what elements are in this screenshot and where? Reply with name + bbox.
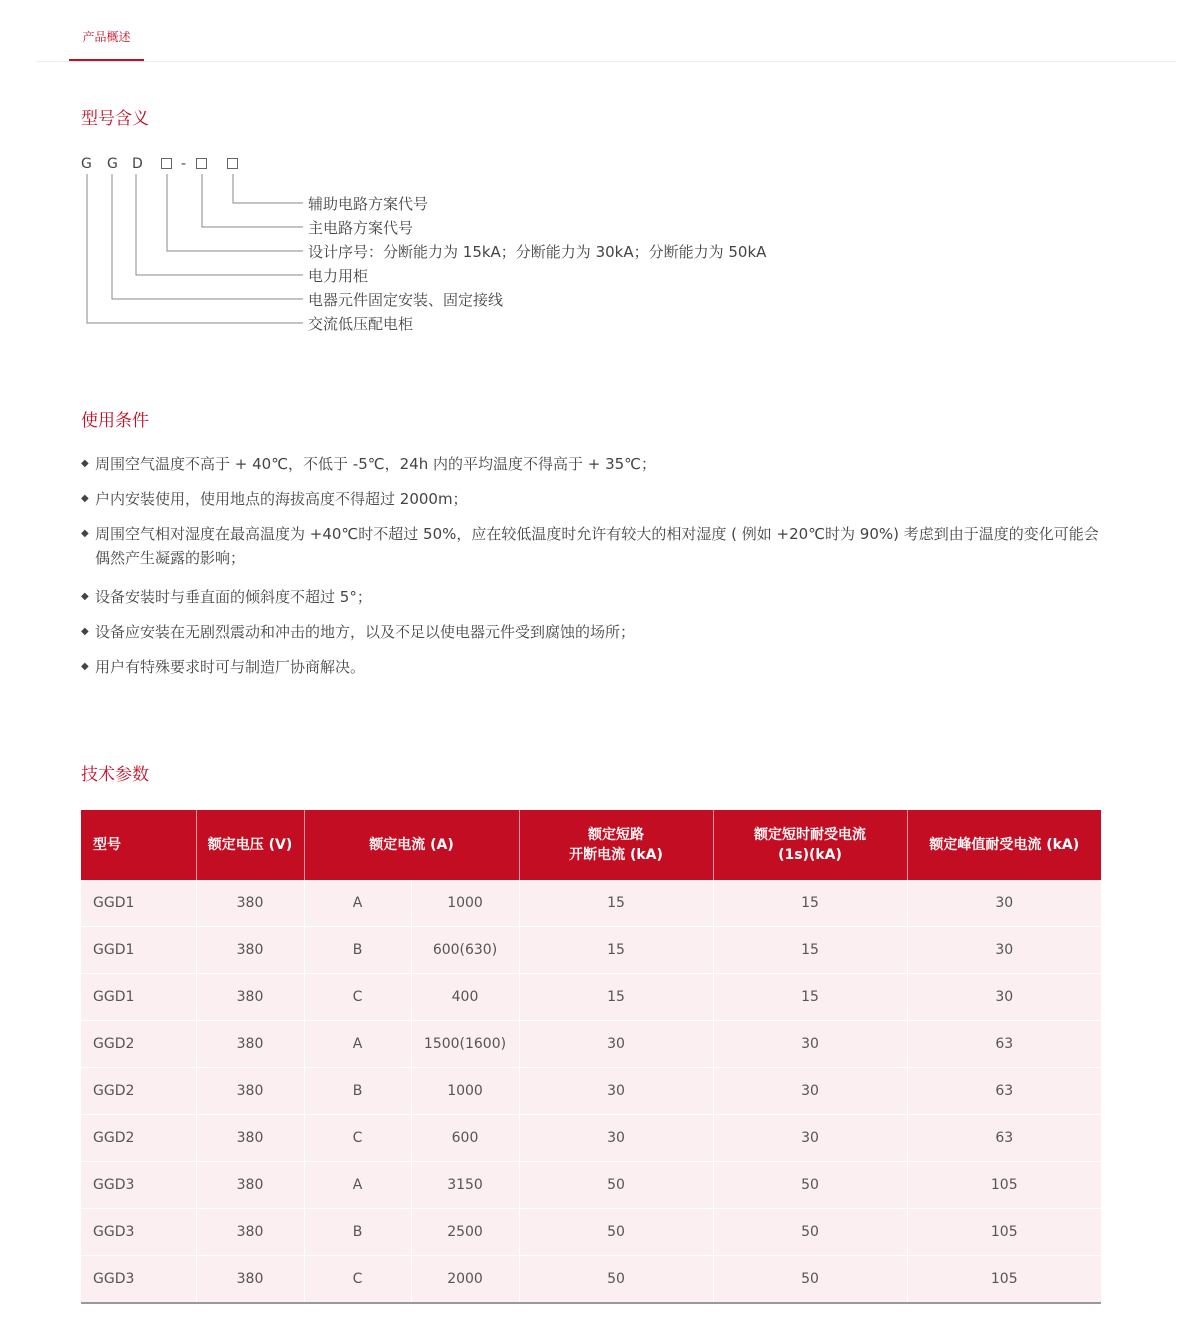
model-meaning-title: 型号含义 xyxy=(81,109,149,129)
table-row xyxy=(81,1068,1101,1115)
cell-short-time: 30 xyxy=(713,1068,907,1115)
cell-short-time: 50 xyxy=(713,1209,907,1256)
cell-breaking: 15 xyxy=(519,880,713,927)
cell-model: GGD2 xyxy=(81,1068,196,1115)
legend-main-circuit: 主电路方案代号 xyxy=(308,219,414,237)
cell-voltage: 380 xyxy=(196,974,304,1021)
condition-text: 周围空气相对湿度在最高温度为 +40℃时不超过 50%，应在较低温度时允许有较大的相对湿度 ( 例如 +20℃时为 90%) 考虑到由于温度的变化可能会偶然产生凝露的影响； xyxy=(95,525,1099,567)
header-short-line2: (1s)(kA) xyxy=(778,847,842,863)
cell-voltage: 380 xyxy=(196,1021,304,1068)
cell-breaking: 15 xyxy=(519,927,713,974)
table-row xyxy=(81,1209,1101,1256)
cell-peak: 105 xyxy=(907,1256,1101,1304)
model-code-diagram xyxy=(0,0,1177,340)
connector-line-design xyxy=(167,174,303,251)
code-box-aux xyxy=(227,158,238,169)
cell-voltage: 380 xyxy=(196,1162,304,1209)
cell-current-grade: A xyxy=(304,1162,411,1209)
condition-text: 用户有特殊要求时可与制造厂协商解决。 xyxy=(95,658,366,676)
cell-peak: 105 xyxy=(907,1209,1101,1256)
cell-voltage: 380 xyxy=(196,927,304,974)
header-breaking-line2: 开断电流 (kA) xyxy=(569,847,663,863)
condition-item xyxy=(81,655,1111,679)
cell-short-time: 50 xyxy=(713,1256,907,1304)
header-rated-current: 额定电流 (A) xyxy=(304,810,519,880)
header-breaking-current xyxy=(519,810,713,880)
table-row xyxy=(81,927,1101,974)
table-row xyxy=(81,1162,1101,1209)
cell-voltage: 380 xyxy=(196,1115,304,1162)
tab-product-overview[interactable]: 产品概述 xyxy=(69,28,144,61)
cell-short-time: 15 xyxy=(713,880,907,927)
cell-breaking: 50 xyxy=(519,1256,713,1304)
legend-power-cabinet: 电力用柜 xyxy=(308,267,369,285)
cell-current: 3150 xyxy=(411,1162,519,1209)
diamond-bullet-icon: ◆ xyxy=(81,626,89,637)
cell-current-grade: C xyxy=(304,974,411,1021)
table-row xyxy=(81,880,1101,927)
cell-current: 1000 xyxy=(411,880,519,927)
cell-voltage: 380 xyxy=(196,1068,304,1115)
cell-peak: 30 xyxy=(907,974,1101,1021)
legend-ac-cabinet: 交流低压配电柜 xyxy=(308,315,414,333)
diamond-bullet-icon: ◆ xyxy=(81,661,89,672)
condition-item xyxy=(81,620,1111,644)
conditions-title: 使用条件 xyxy=(81,411,149,431)
cell-current: 1000 xyxy=(411,1068,519,1115)
connector-line-aux xyxy=(233,174,303,203)
cell-current: 400 xyxy=(411,974,519,1021)
cell-current-grade: C xyxy=(304,1115,411,1162)
table-row xyxy=(81,1115,1101,1162)
condition-item xyxy=(81,452,1111,476)
condition-text: 周围空气温度不高于 + 40℃，不低于 -5℃，24h 内的平均温度不得高于 + 35℃； xyxy=(95,455,657,473)
legend-fixed-install: 电器元件固定安装、固定接线 xyxy=(308,291,504,309)
cell-model: GGD3 xyxy=(81,1209,196,1256)
cell-short-time: 30 xyxy=(713,1115,907,1162)
condition-text: 户内安装使用，使用地点的海拔高度不得超过 2000m； xyxy=(95,490,468,508)
cell-current-grade: B xyxy=(304,927,411,974)
tech-params-title: 技术参数 xyxy=(81,765,149,785)
condition-item xyxy=(81,487,1111,511)
cell-short-time: 30 xyxy=(713,1021,907,1068)
header-short-time-current xyxy=(713,810,907,880)
connector-line-ac xyxy=(87,174,303,323)
cell-current-grade: B xyxy=(304,1209,411,1256)
condition-item xyxy=(81,522,1111,570)
code-letter-g1: G xyxy=(81,156,92,172)
code-letter-d: D xyxy=(132,156,143,172)
connector-line-power xyxy=(136,174,303,275)
header-peak-current: 额定峰值耐受电流 (kA) xyxy=(907,810,1101,880)
table-row xyxy=(81,1256,1101,1304)
cell-short-time: 15 xyxy=(713,974,907,1021)
legend-design-serial: 设计序号：分断能力为 15kA；分断能力为 30kA；分断能力为 50kA xyxy=(308,243,767,261)
code-box-design xyxy=(161,158,172,169)
cell-breaking: 30 xyxy=(519,1021,713,1068)
header-short-line1: 额定短时耐受电流 xyxy=(754,827,867,843)
diamond-bullet-icon: ◆ xyxy=(81,458,89,469)
cell-model: GGD3 xyxy=(81,1162,196,1209)
condition-item xyxy=(81,585,1111,609)
cell-current-grade: A xyxy=(304,880,411,927)
cell-current: 600(630) xyxy=(411,927,519,974)
cell-short-time: 15 xyxy=(713,927,907,974)
cell-short-time: 50 xyxy=(713,1162,907,1209)
diamond-bullet-icon: ◆ xyxy=(81,493,89,504)
cell-model: GGD2 xyxy=(81,1115,196,1162)
condition-text: 设备应安装在无剧烈震动和冲击的地方，以及不足以使电器元件受到腐蚀的场所； xyxy=(95,623,636,641)
legend-aux-circuit: 辅助电路方案代号 xyxy=(308,195,429,213)
cell-model: GGD3 xyxy=(81,1256,196,1304)
cell-peak: 63 xyxy=(907,1021,1101,1068)
cell-peak: 105 xyxy=(907,1162,1101,1209)
cell-peak: 63 xyxy=(907,1068,1101,1115)
table-header-row xyxy=(81,810,1101,880)
cell-model: GGD1 xyxy=(81,974,196,1021)
header-model: 型号 xyxy=(81,810,196,880)
cell-current-grade: C xyxy=(304,1256,411,1304)
code-letter-g2: G xyxy=(107,156,118,172)
cell-current-grade: B xyxy=(304,1068,411,1115)
cell-model: GGD2 xyxy=(81,1021,196,1068)
connector-line-fixed xyxy=(112,174,303,299)
cell-breaking: 30 xyxy=(519,1068,713,1115)
cell-breaking: 50 xyxy=(519,1209,713,1256)
cell-voltage: 380 xyxy=(196,880,304,927)
cell-current: 1500(1600) xyxy=(411,1021,519,1068)
connector-line-main xyxy=(202,174,303,227)
cell-voltage: 380 xyxy=(196,1256,304,1304)
cell-peak: 30 xyxy=(907,880,1101,927)
cell-current: 600 xyxy=(411,1115,519,1162)
tech-params-table xyxy=(81,810,1101,1304)
cell-peak: 30 xyxy=(907,927,1101,974)
table-row xyxy=(81,1021,1101,1068)
table-row xyxy=(81,974,1101,1021)
cell-model: GGD1 xyxy=(81,880,196,927)
code-box-main xyxy=(196,158,207,169)
header-breaking-line1: 额定短路 xyxy=(588,827,645,843)
cell-current: 2000 xyxy=(411,1256,519,1304)
diamond-bullet-icon: ◆ xyxy=(81,528,89,539)
cell-current-grade: A xyxy=(304,1021,411,1068)
code-dash: - xyxy=(181,156,187,172)
cell-current: 2500 xyxy=(411,1209,519,1256)
header-rated-voltage: 额定电压 (V) xyxy=(196,810,304,880)
cell-breaking: 15 xyxy=(519,974,713,1021)
cell-breaking: 50 xyxy=(519,1162,713,1209)
cell-model: GGD1 xyxy=(81,927,196,974)
condition-text: 设备安装时与垂直面的倾斜度不超过 5°； xyxy=(95,588,372,606)
cell-peak: 63 xyxy=(907,1115,1101,1162)
cell-breaking: 30 xyxy=(519,1115,713,1162)
diamond-bullet-icon: ◆ xyxy=(81,591,89,602)
cell-voltage: 380 xyxy=(196,1209,304,1256)
